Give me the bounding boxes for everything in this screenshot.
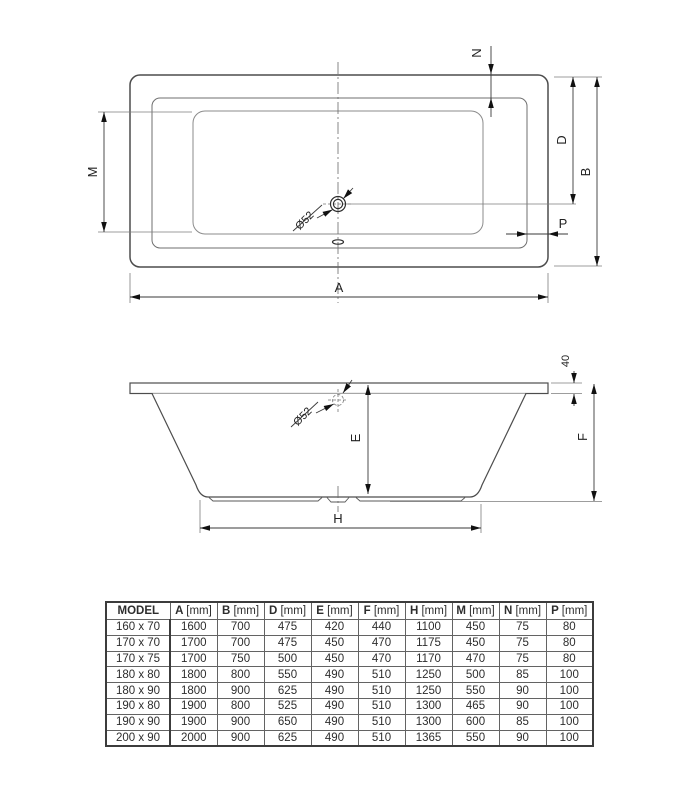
table-row <box>106 620 593 636</box>
table-header-cell: D [mm] <box>264 602 311 620</box>
cell-p: 80 <box>546 635 593 651</box>
cell-b: 900 <box>217 714 264 730</box>
cell-m: 450 <box>452 620 499 636</box>
cell-a: 1800 <box>170 683 217 699</box>
cell-n: 90 <box>499 683 546 699</box>
cell-e: 450 <box>311 635 358 651</box>
foot-plate-left <box>209 498 322 502</box>
cell-e: 490 <box>311 730 358 746</box>
dimension-h-label: H <box>333 511 343 526</box>
table-header-cell: MODEL <box>106 602 170 620</box>
cell-e: 420 <box>311 620 358 636</box>
dimension-p-label: P <box>558 216 568 231</box>
cell-b: 700 <box>217 620 264 636</box>
cell-p: 100 <box>546 667 593 683</box>
cell-e: 490 <box>311 698 358 714</box>
cell-d: 475 <box>264 620 311 636</box>
dimension-b-label: B <box>578 167 593 177</box>
cell-m: 450 <box>452 635 499 651</box>
cell-p: 100 <box>546 730 593 746</box>
cell-h: 1170 <box>405 651 452 667</box>
cell-d: 650 <box>264 714 311 730</box>
cell-f: 510 <box>358 667 405 683</box>
dimensions-table <box>105 601 594 747</box>
cell-model: 200 x 90 <box>106 730 170 746</box>
table-header-cell: N [mm] <box>499 602 546 620</box>
drain-diameter-label: Ø52 <box>293 209 317 233</box>
cell-m: 600 <box>452 714 499 730</box>
cell-n: 75 <box>499 651 546 667</box>
cell-a: 1600 <box>170 620 217 636</box>
cell-d: 625 <box>264 730 311 746</box>
table-header-cell: A [mm] <box>170 602 217 620</box>
table-header-cell: E [mm] <box>311 602 358 620</box>
cell-a: 1900 <box>170 714 217 730</box>
table-header-cell: P [mm] <box>546 602 593 620</box>
cell-d: 550 <box>264 667 311 683</box>
table-row <box>106 635 593 651</box>
cell-d: 475 <box>264 635 311 651</box>
table-header-cell: B [mm] <box>217 602 264 620</box>
cell-n: 75 <box>499 635 546 651</box>
cell-a: 1800 <box>170 667 217 683</box>
cell-b: 900 <box>217 683 264 699</box>
tub-body-profile <box>152 394 526 498</box>
cell-m: 470 <box>452 651 499 667</box>
cell-h: 1300 <box>405 714 452 730</box>
top-view <box>85 46 602 303</box>
table-header-cell: H [mm] <box>405 602 452 620</box>
dimension-h <box>200 500 481 533</box>
table-header-cell: F [mm] <box>358 602 405 620</box>
cell-b: 800 <box>217 698 264 714</box>
cell-model: 170 x 70 <box>106 635 170 651</box>
table-header-cell: M [mm] <box>452 602 499 620</box>
cell-p: 80 <box>546 651 593 667</box>
cell-h: 1100 <box>405 620 452 636</box>
cell-h: 1300 <box>405 698 452 714</box>
table-row <box>106 683 593 699</box>
cell-n: 90 <box>499 730 546 746</box>
cell-m: 465 <box>452 698 499 714</box>
cell-e: 490 <box>311 683 358 699</box>
table-row <box>106 667 593 683</box>
cell-p: 80 <box>546 620 593 636</box>
cell-m: 550 <box>452 730 499 746</box>
cell-h: 1175 <box>405 635 452 651</box>
table-row <box>106 714 593 730</box>
dimension-a-label: A <box>334 280 344 295</box>
dimension-a <box>130 273 548 303</box>
cell-f: 510 <box>358 730 405 746</box>
cell-a: 1700 <box>170 651 217 667</box>
table-row <box>106 730 593 746</box>
cell-a: 1900 <box>170 698 217 714</box>
cell-d: 525 <box>264 698 311 714</box>
dimension-m-label: M <box>85 166 100 178</box>
cell-p: 100 <box>546 714 593 730</box>
cell-b: 700 <box>217 635 264 651</box>
cell-model: 190 x 90 <box>106 714 170 730</box>
cell-b: 800 <box>217 667 264 683</box>
cell-f: 510 <box>358 683 405 699</box>
dimension-f-label: F <box>575 433 590 441</box>
table-header-row <box>106 602 593 620</box>
rim-profile <box>130 383 548 394</box>
cell-a: 1700 <box>170 635 217 651</box>
cell-n: 85 <box>499 667 546 683</box>
cell-h: 1250 <box>405 667 452 683</box>
cell-f: 510 <box>358 698 405 714</box>
table-row <box>106 651 593 667</box>
cell-n: 75 <box>499 620 546 636</box>
dimension-n-label: N <box>469 48 484 58</box>
cell-f: 470 <box>358 635 405 651</box>
dimension-rim-thickness <box>551 355 582 406</box>
cell-model: 170 x 75 <box>106 651 170 667</box>
cell-d: 625 <box>264 683 311 699</box>
cell-b: 900 <box>217 730 264 746</box>
cell-e: 490 <box>311 667 358 683</box>
cell-f: 440 <box>358 620 405 636</box>
dimension-e-label: E <box>348 433 363 443</box>
foot-plate-right <box>356 498 465 502</box>
drain-diameter-side-label: Ø52 <box>291 405 315 429</box>
cell-n: 90 <box>499 698 546 714</box>
cell-model: 160 x 70 <box>106 620 170 636</box>
cell-b: 750 <box>217 651 264 667</box>
cell-model: 190 x 80 <box>106 698 170 714</box>
cell-e: 490 <box>311 714 358 730</box>
cell-e: 450 <box>311 651 358 667</box>
dimension-d-label: D <box>554 135 569 145</box>
dimension-b <box>554 77 602 266</box>
cell-m: 500 <box>452 667 499 683</box>
rim-thickness-label: 40 <box>560 354 572 368</box>
cell-p: 100 <box>546 683 593 699</box>
side-view <box>130 355 602 533</box>
cell-n: 85 <box>499 714 546 730</box>
cell-d: 500 <box>264 651 311 667</box>
cell-f: 510 <box>358 714 405 730</box>
cell-h: 1365 <box>405 730 452 746</box>
table-body <box>106 620 593 747</box>
cell-f: 470 <box>358 651 405 667</box>
table-row <box>106 698 593 714</box>
cell-h: 1250 <box>405 683 452 699</box>
cell-p: 100 <box>546 698 593 714</box>
cell-model: 180 x 90 <box>106 683 170 699</box>
cell-m: 550 <box>452 683 499 699</box>
cell-a: 2000 <box>170 730 217 746</box>
cell-model: 180 x 80 <box>106 667 170 683</box>
